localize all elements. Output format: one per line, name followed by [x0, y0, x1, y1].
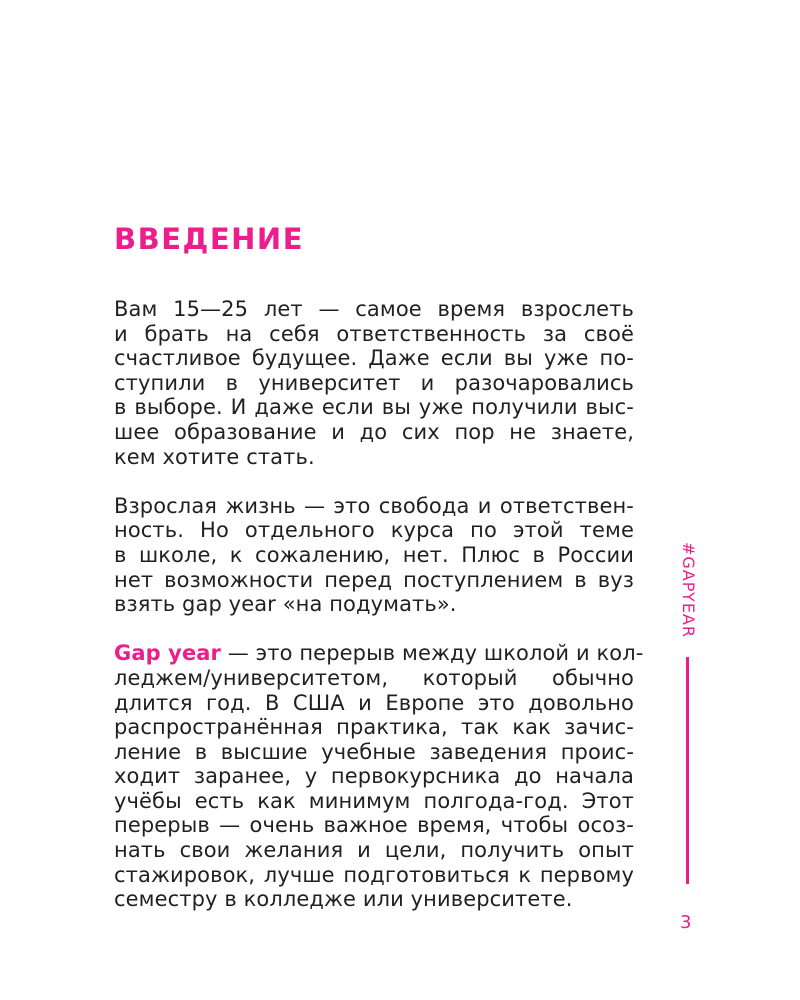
text-line: шее образование и до сих пор не знаете, [114, 419, 634, 444]
text-line: ление в высшие учебные заведения проис- [114, 739, 634, 764]
text-line: и брать на себя ответственность за своё [114, 321, 634, 346]
text-line: счастливое будущее. Даже если вы уже по- [114, 346, 634, 371]
page-number: 3 [680, 912, 692, 933]
side-hashtag: #GAPYEAR [679, 542, 698, 638]
text-line: перерыв — очень важное время, чтобы осоз- [114, 813, 634, 838]
gap-year-term: Gap year [114, 641, 222, 666]
text-line: ходит заранее, у первокурсника до начала [114, 764, 634, 789]
text-line: Вам 15—25 лет — самое время взрослеть [114, 297, 634, 321]
text-line: ступили в университет и разочаровались [114, 370, 634, 395]
text-line: ность. Но отдельного курса по этой теме [114, 518, 634, 543]
text-line: длится год. В США и Европе это довольно [114, 690, 634, 715]
text-line: учёбы есть как минимум полгода-год. Этот [114, 788, 634, 813]
text-line: распространённая практика, так как зачис- [114, 715, 634, 740]
text-line: нет возможности перед поступлением в вуз [114, 567, 634, 592]
text-line [114, 641, 644, 666]
side-divider [686, 657, 689, 884]
text-line: семестру в колледже или университете. [114, 887, 573, 912]
text-line: в выборе. И даже если вы уже получили выс- [114, 395, 634, 420]
text-line-rest: — это перерыв между школой и кол- [221, 641, 644, 666]
text-line: стажировок, лучше подготовиться к первому [114, 862, 634, 887]
text-line: Взрослая жизнь — это свобода и ответствен- [114, 493, 634, 518]
text-line: в школе, к сожалению, нет. Плюс в России [114, 542, 634, 567]
text-line: взять gap year «на подумать». [114, 592, 457, 617]
paragraph-gap [114, 469, 634, 494]
paragraph-gap [114, 617, 634, 642]
text-line: леджем/университетом, который обычно [114, 665, 634, 690]
chapter-heading: ВВЕДЕНИЕ [114, 222, 305, 256]
body-text [114, 297, 644, 912]
text-line: нать свои желания и цели, получить опыт [114, 838, 634, 863]
text-line: кем хотите стать. [114, 444, 315, 469]
